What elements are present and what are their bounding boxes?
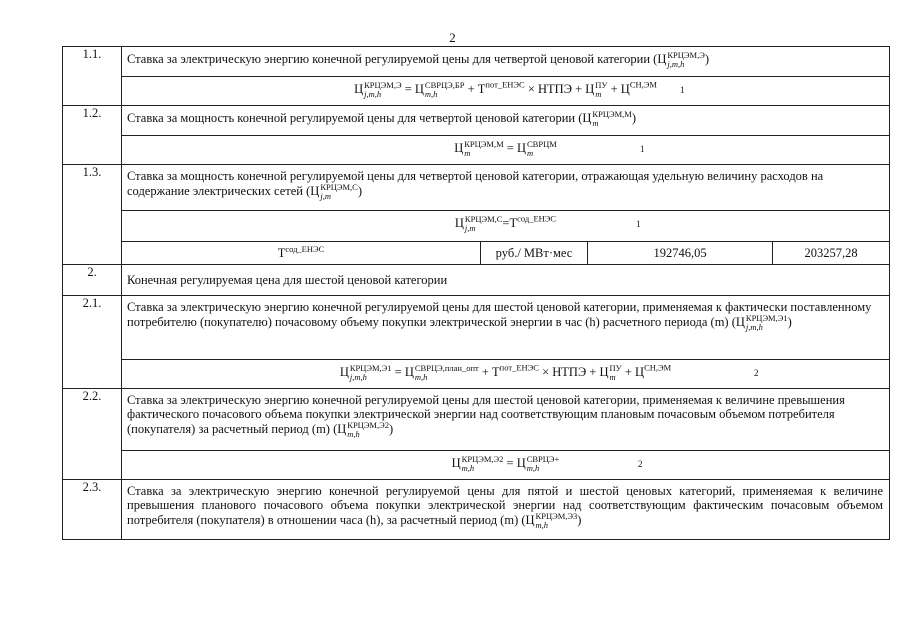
formula-cell: Ц КРЦЭМ,Э1 j,m,h = Ц СВРЦЭ,план_опт m,h + $Т^{пот\_ЕНЭС}$ × НТПЭ + Ц ПУ m + $Ц^{СН,ЭМ}$ 2 bbox=[122, 360, 890, 389]
formula-footnote: 1 bbox=[636, 219, 641, 229]
table-row bbox=[63, 389, 890, 451]
row-number: 1.2. bbox=[63, 106, 122, 165]
formula-footnote: 2 bbox=[754, 368, 759, 378]
formula-row bbox=[63, 360, 890, 389]
table-row bbox=[63, 296, 890, 360]
row-number: 1.3. bbox=[63, 165, 122, 265]
formula-footnote: 2 bbox=[638, 459, 643, 469]
value-row bbox=[63, 242, 890, 265]
row-description: Ставка за электрическую энергию конечной регулируемой цены для пятой и шестой ценовых категорий, применяемая к величине превышения планового почасового объема покупки электрической энергии над соответствующим фактическим почасовым объемом потребителя (покупателя) в отношении часа (h), за расчетный период (m) (Ц КРЦЭМ,Э3 m,h ) bbox=[122, 480, 890, 540]
row-description: Ставка за мощность конечной регулируемой цены для четвертой ценовой категории (Ц КРЦЭМ,М m ) bbox=[122, 106, 890, 136]
row-description: Ставка за электрическую энергию конечной регулируемой цены для четвертой ценовой категории (Ц КРЦЭМ,Э j,m,h ) bbox=[122, 47, 890, 77]
page-number: 2 bbox=[449, 30, 456, 45]
row-description: Ставка за электрическую энергию конечной регулируемой цены для шестой ценовой категории, применяемая к фактически поставленному потребителю (покупателю) почасовому объему покупки электрической энергии в час (h) расчетного периода (m) (Ц КРЦЭМ,Э1 j,m,h ) bbox=[122, 296, 890, 360]
formula-cell: Ц КРЦЭМ,М m = Ц СВРЦМ m 1 bbox=[122, 136, 890, 165]
formula-row bbox=[63, 77, 890, 106]
tariff-table bbox=[62, 46, 890, 540]
table-row bbox=[63, 106, 890, 136]
value-2024: 203257,28 bbox=[773, 242, 890, 264]
formula-cell: Ц КРЦЭМ,Э2 m,h = Ц СВРЦЭ+ m,h 2 bbox=[122, 451, 890, 480]
formula-cell: Ц КРЦЭМ,С j,m $=Т^{сод\_ЕНЭС}$ 1 bbox=[122, 211, 890, 242]
value-table bbox=[122, 242, 889, 264]
row-description: Ставка за мощность конечной регулируемой цены для четвертой ценовой категории, отражающая удельную величину расходов на содержание электрических сетей (Ц КРЦЭМ,С j,m ) bbox=[122, 165, 890, 211]
row-number: 2.3. bbox=[63, 480, 122, 540]
table-row bbox=[63, 480, 890, 540]
value-name: $Т^{сод\_ЕНЭС}$ bbox=[277, 243, 325, 260]
formula-cell: Ц КРЦЭМ,Э j,m,h = Ц СВРЦЭ,БР m,h + $Т^{пот\_ЕНЭС}$ × НТПЭ + Ц ПУ m + $Ц^{СН,ЭМ}$ 1 bbox=[122, 77, 890, 106]
value-unit: руб./ МВт·мес bbox=[481, 242, 588, 264]
row-number: 2.2. bbox=[63, 389, 122, 480]
formula-row bbox=[63, 211, 890, 242]
formula-row bbox=[63, 451, 890, 480]
formula-footnote: 1 bbox=[680, 85, 685, 95]
row-description: Ставка за электрическую энергию конечной регулируемой цены для шестой ценовой категории, применяемая к величине превышения фактического почасового объема покупки электрической энергии над соответствующим плановым почасовым объемом потребителя (покупателя) за расчетный период (m) (Ц КРЦЭМ,Э2 m,h ) bbox=[122, 389, 890, 451]
value-2023: 192746,05 bbox=[588, 242, 773, 264]
row-number: 1.1. bbox=[63, 47, 122, 106]
formula-row bbox=[63, 136, 890, 165]
row-number: 2.1. bbox=[63, 296, 122, 389]
row-description: Конечная регулируемая цена для шестой ценовой категории bbox=[122, 265, 890, 296]
table-row bbox=[63, 265, 890, 296]
row-number: 2. bbox=[63, 265, 122, 296]
formula-footnote: 1 bbox=[640, 144, 645, 154]
table-row bbox=[63, 165, 890, 211]
table-row bbox=[63, 47, 890, 77]
